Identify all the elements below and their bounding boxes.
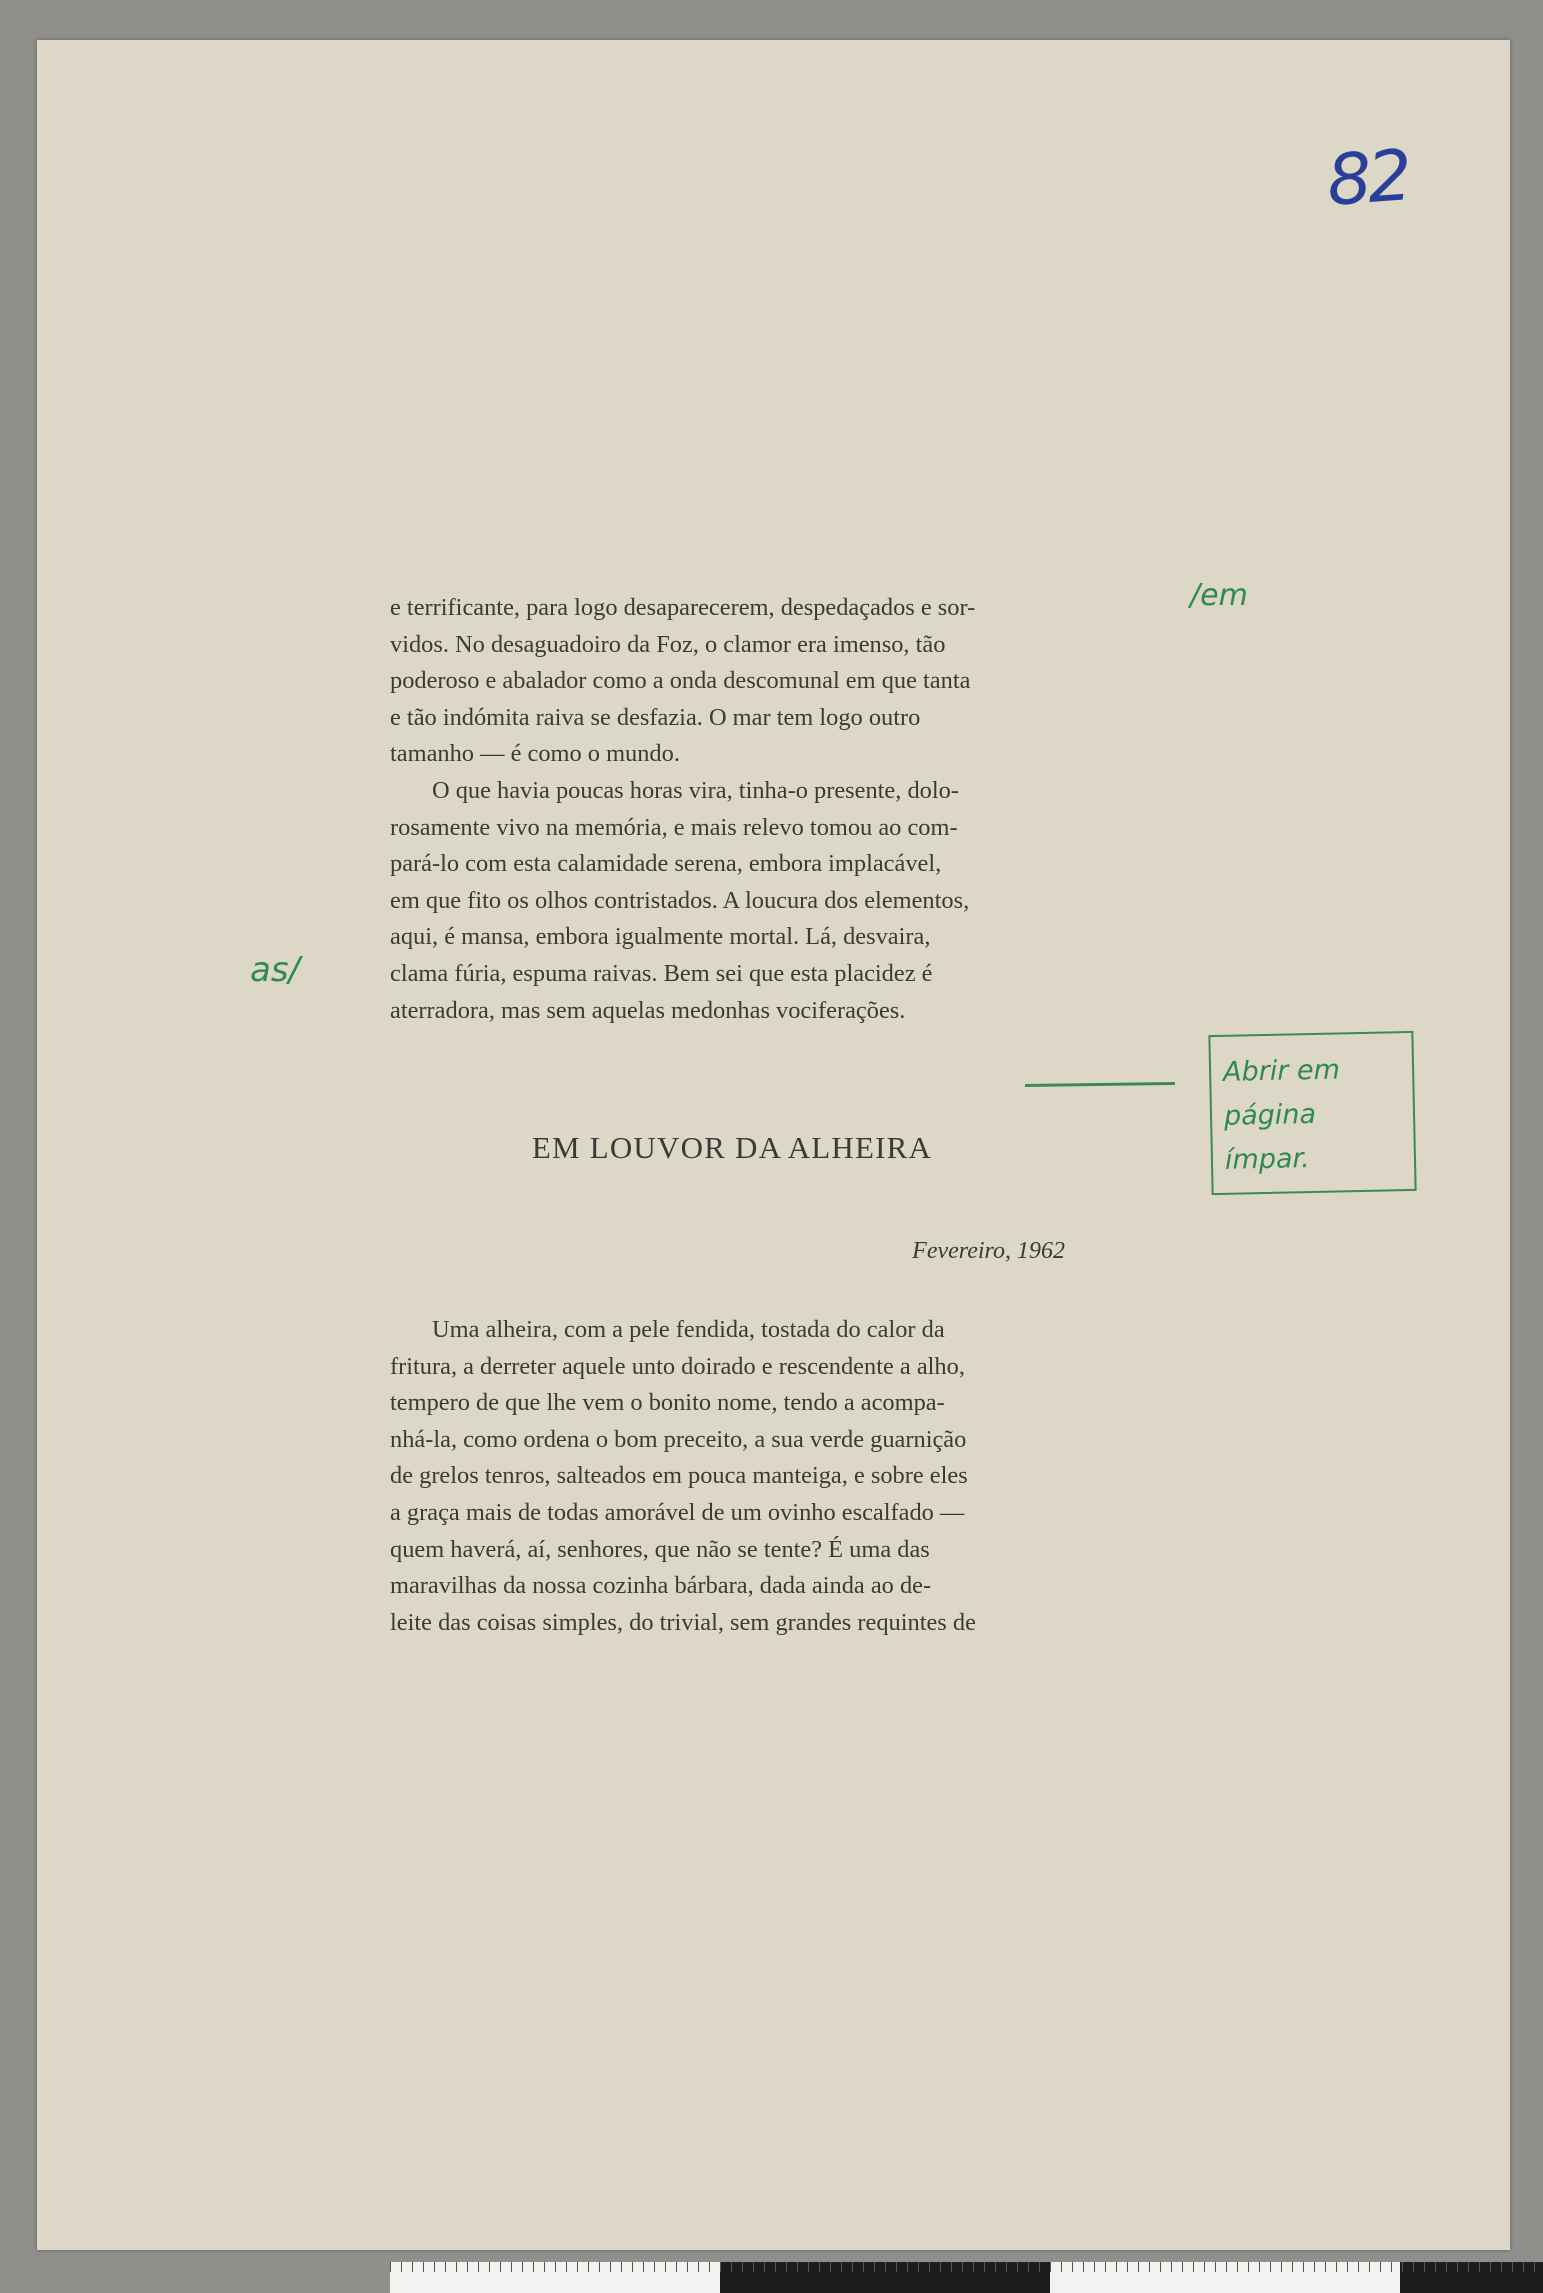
text-line: e tão indómita raiva se desfazia. O mar tem logo outro (390, 703, 921, 731)
paragraph-2 (390, 773, 1102, 1029)
paragraph-3 (390, 1312, 1102, 1641)
text-line: O que havia poucas horas vira, tinha-o presente, dolo- (432, 776, 959, 804)
text-line: em que fito os olhos contristados. A loucura dos elementos, (390, 886, 970, 914)
section-date: Fevereiro, 1962 (912, 1238, 1065, 1264)
text-line: leite das coisas simples, do trivial, sem grandes requintes de (390, 1608, 976, 1636)
margin-correction-as: as/ (250, 950, 301, 990)
section-heading: EM LOUVOR DA ALHEIRA (531, 1130, 933, 1165)
text-line: poderoso e abalador como a onda descomunal em que tanta (390, 667, 971, 695)
scale-ruler (390, 2262, 1543, 2293)
annotation-box-line: ímpar. (1224, 1143, 1310, 1176)
paragraph-1 (390, 590, 1102, 773)
text-line: maravilhas da nossa cozinha bárbara, dada ainda ao de- (390, 1572, 932, 1600)
margin-correction-em: /em (1190, 578, 1248, 613)
ruler-ticks (390, 2262, 1543, 2272)
text-line: rosamente vivo na memória, e mais relevo tomou ao com- (390, 813, 958, 841)
text-line: quem haverá, aí, senhores, que não se tente? É uma das (390, 1535, 930, 1563)
annotation-box-line: página (1223, 1098, 1317, 1132)
text-line: aqui, é mansa, embora igualmente mortal. Lá, desvaira, (390, 923, 931, 951)
text-line: vidos. No desaguadoiro da Foz, o clamor era imenso, tão (390, 630, 946, 658)
text-line: clama fúria, espuma raivas. Bem sei que esta placidez é (390, 959, 933, 987)
text-line: a graça mais de todas amorável de um ovinho escalfado — (390, 1498, 965, 1526)
handwritten-page-number: 82 (1324, 134, 1411, 222)
text-line: de grelos tenros, salteados em pouca manteiga, e sobre eles (390, 1462, 968, 1490)
text-line: aterradora, mas sem aquelas medonhas vociferações. (390, 996, 906, 1024)
annotation-box (1208, 1031, 1416, 1195)
text-line: pará-lo com esta calamidade serena, embora implacável, (390, 850, 942, 878)
annotation-box-line: Abrir em (1222, 1054, 1341, 1088)
body-text-top (390, 590, 1102, 1029)
text-line: tamanho — é como o mundo. (390, 740, 680, 768)
text-line: tempero de que lhe vem o bonito nome, tendo a acompa- (390, 1389, 945, 1417)
text-line: nhá-la, como ordena o bom preceito, a sua verde guarnição (390, 1425, 967, 1453)
text-line: e terrificante, para logo desaparecerem, despedaçados e sor- (390, 594, 976, 621)
text-line: Uma alheira, com a pele fendida, tostada do calor da (432, 1316, 945, 1343)
text-line: fritura, a derreter aquele unto doirado e rescendente a alho, (390, 1352, 965, 1380)
body-text-bottom (390, 1312, 1102, 1641)
